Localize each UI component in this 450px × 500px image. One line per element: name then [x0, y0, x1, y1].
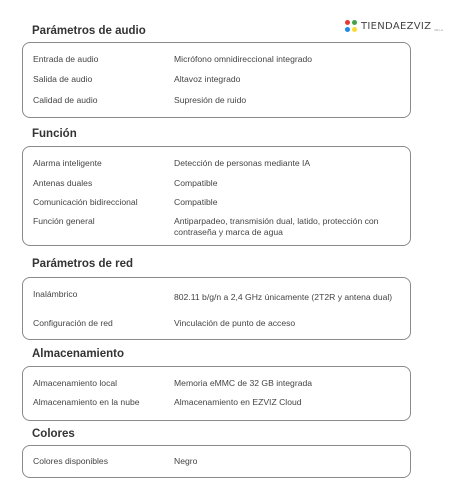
logo-dot-yellow — [352, 27, 357, 32]
spec-value: Micrófono omnidireccional integrado — [174, 54, 313, 64]
spec-value: Vinculación de punto de acceso — [174, 318, 296, 328]
logo-dot-red — [345, 20, 350, 25]
spec-key: Comunicación bidireccional — [33, 197, 138, 207]
section-title: Parámetros de red — [32, 258, 133, 270]
spec-key: Antenas duales — [33, 178, 93, 188]
logo-dot-green — [352, 20, 357, 25]
spec-value: Almacenamiento en EZVIZ Cloud — [174, 397, 302, 407]
spec-box — [22, 277, 411, 340]
brand-name: TIENDAEZVIZ — [361, 21, 432, 32]
spec-value: Supresión de ruido — [174, 95, 247, 105]
section-title: Colores — [32, 428, 75, 440]
spec-value: 802.11 b/g/n a 2,4 GHz únicamente (2T2R y antena dual) — [174, 292, 393, 302]
section-title: Parámetros de audio — [32, 25, 146, 37]
brand-logo-icon — [345, 20, 358, 33]
spec-box — [22, 445, 411, 478]
spec-key: Alarma inteligente — [33, 158, 102, 168]
spec-value: Memoria eMMC de 32 GB integrada — [174, 378, 313, 388]
spec-value: Altavoz integrado — [174, 74, 241, 84]
spec-value: Negro — [174, 456, 198, 466]
spec-value: Detección de personas mediante IA — [174, 158, 311, 168]
section-title: Almacenamiento — [32, 348, 125, 360]
spec-key: Configuración de red — [33, 318, 113, 328]
spec-key: Almacenamiento local — [33, 378, 118, 388]
logo-dot-blue — [345, 27, 350, 32]
brand-sub: DE LA — [434, 28, 444, 32]
spec-box — [22, 366, 411, 421]
spec-key: Salida de audio — [33, 74, 93, 84]
section-title: Función — [32, 128, 77, 140]
spec-value: Compatible — [174, 197, 218, 207]
spec-box — [22, 146, 411, 246]
spec-key: Colores disponibles — [33, 456, 108, 466]
spec-value: Antiparpadeo, transmisión dual, latido, protección con contraseña y marca de agua — [174, 216, 379, 237]
spec-key: Inalámbrico — [33, 289, 78, 299]
spec-box — [22, 42, 411, 118]
spec-key: Entrada de audio — [33, 54, 99, 64]
brand-logo — [345, 20, 443, 33]
spec-key: Almacenamiento en la nube — [33, 397, 140, 407]
spec-key: Calidad de audio — [33, 95, 98, 105]
spec-key: Función general — [33, 216, 95, 226]
spec-value: Compatible — [174, 178, 218, 188]
